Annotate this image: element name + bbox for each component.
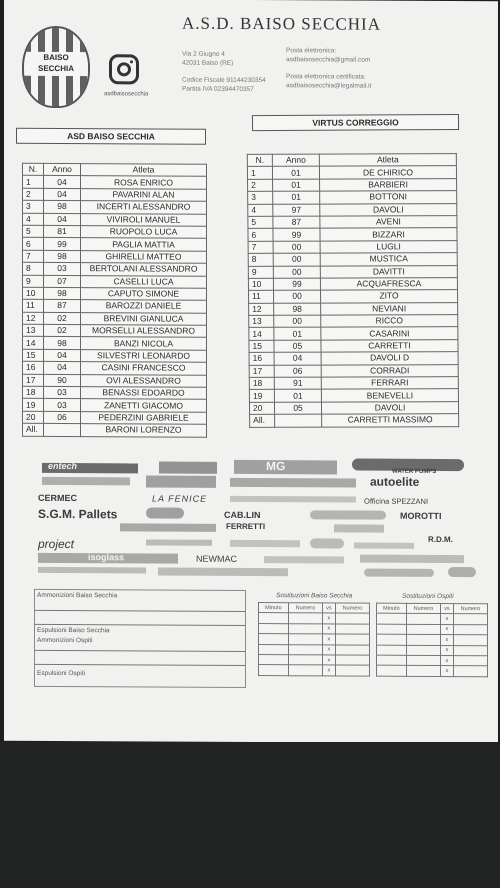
player-name: PAVARINI ALAN (81, 188, 207, 201)
player-year: 05 (274, 402, 321, 415)
player-year: 98 (44, 201, 81, 214)
player-row (23, 262, 207, 275)
player-number: 16 (23, 362, 44, 375)
header-anno: Anno (44, 163, 81, 176)
subs-vs-mark: x (322, 644, 335, 654)
player-row (249, 364, 458, 377)
player-number: 6 (248, 229, 273, 241)
player-number: 17 (249, 365, 274, 377)
sponsor-logo: autoelite (370, 474, 420, 489)
subs-cell (259, 634, 289, 645)
player-name: BAROZZI DANIELE (81, 300, 207, 313)
player-year: 01 (273, 191, 320, 204)
player-name: INCERTI ALESSANDRO (81, 201, 207, 214)
subs-cell (377, 655, 407, 666)
espulsioni-away-label: Espulsioni Ospiti (37, 669, 86, 678)
subs-row (259, 654, 370, 665)
subs-cell (259, 644, 289, 655)
player-year: 04 (44, 362, 81, 375)
sponsor-logo: MG (266, 459, 286, 474)
player-row (23, 349, 207, 362)
player-row (23, 386, 207, 399)
player-row (248, 278, 457, 291)
player-row (23, 287, 207, 300)
player-name: CORRADI (321, 364, 458, 377)
sponsor-logo: LA FENICE (152, 493, 208, 504)
player-name: CASARINI (321, 327, 458, 340)
player-name: BERTOLANI ALESSANDRO (81, 263, 207, 276)
player-row (249, 389, 458, 402)
ammonizioni-home-label: Ammonizioni Baiso Secchia (37, 591, 118, 600)
subs-cell (406, 645, 440, 656)
player-number: 19 (249, 390, 274, 402)
home-roster-table (22, 163, 207, 438)
sponsor-logo: entech (48, 460, 78, 472)
player-number: 18 (23, 386, 44, 399)
subs-vs-mark: x (440, 655, 453, 665)
player-name: BREVINI GIANLUCA (81, 312, 207, 325)
player-row (247, 166, 456, 179)
player-name: MUSTICA (320, 253, 457, 266)
subs-cell (335, 645, 369, 656)
subs-row (377, 645, 488, 656)
subs-cell (288, 644, 322, 655)
player-row (23, 176, 207, 189)
logo-text-2: SECCHIA (37, 63, 74, 74)
header-n: N. (247, 154, 272, 166)
away-subs-table (376, 603, 488, 677)
subs-cell (288, 634, 322, 645)
player-row (23, 238, 207, 251)
player-name: BIZZARI (320, 228, 457, 241)
player-number: 7 (23, 250, 44, 263)
subs-cell (288, 655, 322, 666)
player-year: 04 (44, 349, 81, 362)
player-number: 2 (23, 188, 44, 201)
subs-cell (288, 613, 322, 624)
player-row (23, 411, 207, 424)
subs-header: Numero (288, 603, 322, 614)
player-row (23, 300, 207, 313)
subs-header: vs (322, 603, 335, 613)
player-number: 11 (249, 291, 274, 303)
subs-vs-mark: x (322, 634, 335, 644)
player-number: 4 (23, 213, 44, 226)
subs-vs-mark: x (322, 665, 335, 675)
player-row (249, 352, 458, 365)
player-number: 20 (23, 411, 44, 424)
player-name: BARBIERI (320, 178, 457, 191)
player-number: 14 (249, 328, 274, 340)
player-year: 99 (44, 238, 81, 251)
logo-text-1: BAISO (43, 52, 69, 63)
player-year: 07 (44, 275, 81, 288)
sponsor-logo: project (38, 536, 75, 552)
player-name: CARRETTI (321, 340, 458, 353)
player-year: 00 (273, 266, 320, 279)
player-number: 3 (23, 200, 44, 213)
subs-cell (377, 624, 407, 635)
player-number: 13 (23, 324, 44, 337)
player-year: 01 (274, 390, 321, 403)
page-title: A.S.D. BAISO SECCHIA (182, 13, 381, 34)
player-year: 03 (44, 386, 81, 399)
address-block: Via 2 Giugno 4 42031 Baiso (RE) Codice Fiscale 91144230354 Partita IVA 02394470357 (182, 50, 266, 94)
player-number: 17 (23, 374, 44, 387)
subs-cell (377, 614, 407, 625)
sponsor-logo: CERMEC (38, 492, 78, 504)
player-year: 03 (44, 399, 81, 412)
sponsor-logo: WATER PUMPS (392, 468, 437, 475)
player-year: 05 (274, 340, 321, 353)
subs-cell (406, 666, 440, 677)
player-year: 90 (44, 374, 81, 387)
subs-cell (288, 623, 322, 634)
player-name: CAPUTO SIMONE (81, 288, 207, 301)
player-year: 99 (273, 278, 320, 291)
subs-cell (406, 634, 440, 645)
subs-vs-mark: x (440, 635, 453, 645)
player-row (249, 315, 458, 328)
subs-header-row (377, 603, 488, 614)
subs-cell (335, 613, 369, 624)
player-number: 1 (23, 176, 44, 189)
player-number: 2 (248, 179, 273, 191)
player-row (248, 178, 457, 191)
sponsor-logo: CAB.LIN (224, 509, 261, 521)
subs-row (377, 666, 488, 677)
player-name: BOTTONI (320, 191, 457, 204)
player-year: 00 (273, 241, 320, 254)
subs-cell (259, 623, 289, 634)
header-atleta: Atleta (319, 154, 456, 167)
player-name: OVI ALESSANDRO (81, 374, 207, 387)
player-year: 03 (44, 263, 81, 276)
coach-label: All. (250, 415, 275, 427)
player-number: 16 (249, 353, 274, 365)
subs-header: Numero (406, 603, 440, 614)
sponsor-logo: NEWMAC (196, 553, 237, 564)
subs-header: Numero (453, 604, 487, 615)
away-subs-title: Sostituzioni Ospiti (402, 592, 454, 601)
away-roster-table (247, 153, 459, 427)
header-n: N. (23, 163, 44, 176)
home-team-name: ASD BAISO SECCHIA (16, 128, 206, 145)
subs-row (259, 623, 370, 634)
player-name: BANZI NICOLA (81, 337, 207, 350)
player-name: BENASSI EDOARDO (81, 387, 207, 400)
player-number: 3 (248, 191, 273, 203)
player-row (249, 290, 458, 303)
player-year: 02 (44, 312, 81, 325)
subs-row (377, 614, 488, 625)
player-number: 1 (247, 167, 272, 179)
player-year: 06 (44, 411, 81, 424)
player-name: ZANETTI GIACOMO (81, 399, 207, 412)
subs-row (259, 644, 370, 655)
player-row (23, 362, 207, 375)
sponsor-logo: S.G.M. Pallets (38, 506, 118, 522)
player-number: 10 (248, 278, 273, 290)
sponsor-logo: MOROTTI (400, 510, 442, 521)
subs-cell (259, 654, 289, 665)
player-name: GHIRELLI MATTEO (81, 250, 207, 263)
player-number: 11 (23, 300, 44, 313)
match-sheet (4, 0, 498, 743)
subs-cell (453, 656, 487, 667)
subs-cell (259, 613, 289, 624)
player-name: FERRARI (321, 377, 458, 390)
player-name: DE CHIRICO (319, 166, 456, 179)
player-number: 14 (23, 337, 44, 350)
club-logo (22, 26, 90, 108)
subs-row (259, 634, 370, 645)
subs-cell (288, 665, 322, 676)
player-name: RUOPOLO LUCA (81, 226, 207, 239)
player-row (248, 253, 457, 266)
player-number: 6 (23, 238, 44, 251)
home-coach: BARONI LORENZO (81, 424, 207, 437)
ammonizioni-away-label: Ammonizioni Ospiti (37, 636, 93, 645)
player-name: BENEVELLI (321, 389, 458, 402)
subs-vs-mark: x (440, 624, 453, 634)
player-name: DAVOLI (321, 401, 458, 414)
home-subs-title: Sostituzioni Baiso Secchia (276, 592, 353, 600)
player-year: 01 (273, 179, 320, 192)
sponsor-logo: FERRETTI (226, 521, 266, 532)
player-name: LUGLI (320, 240, 457, 253)
player-year: 01 (274, 328, 321, 341)
player-year: 02 (44, 324, 81, 337)
player-number: 13 (249, 315, 274, 327)
subs-vs-mark: x (440, 614, 453, 624)
player-year: 98 (44, 337, 81, 350)
subs-cell (406, 614, 440, 625)
player-year: 87 (44, 300, 81, 313)
player-row (249, 340, 458, 353)
player-name: AVENI (320, 216, 457, 229)
header-anno: Anno (272, 154, 319, 167)
subs-header: vs (440, 603, 453, 613)
player-row (23, 324, 207, 337)
player-row (23, 213, 207, 226)
subs-row (377, 655, 488, 666)
instagram-icon (109, 54, 139, 84)
player-row (248, 228, 457, 241)
player-row (248, 203, 457, 216)
player-row (249, 401, 458, 414)
subs-header: Minuto (377, 603, 407, 614)
player-name: DAVOLI D (321, 352, 458, 365)
player-row (23, 312, 207, 325)
player-name: CASINI FRANCESCO (81, 362, 207, 375)
player-number: 9 (248, 266, 273, 278)
player-number: 5 (23, 225, 44, 238)
player-number: 8 (248, 253, 273, 265)
player-number: 8 (23, 262, 44, 275)
away-team-name: VIRTUS CORREGGIO (252, 114, 459, 131)
player-row (23, 200, 207, 213)
player-year: 97 (273, 204, 320, 217)
player-name: RICCO (321, 315, 458, 328)
player-name: MORSELLI ALESSANDRO (81, 325, 207, 338)
player-number: 18 (249, 377, 274, 389)
player-name: DAVOLI (320, 203, 457, 216)
player-year: 04 (274, 352, 321, 365)
player-name: SILVESTRI LEONARDO (81, 349, 207, 362)
subs-cell (453, 624, 487, 635)
player-row (249, 377, 458, 390)
subs-cell (377, 666, 407, 677)
subs-row (259, 665, 370, 676)
player-year: 04 (44, 188, 81, 201)
subs-header: Numero (335, 603, 369, 614)
player-row (23, 250, 207, 263)
subs-cell (453, 666, 487, 677)
subs-row (259, 613, 370, 624)
player-row (248, 240, 457, 253)
player-year: 00 (274, 290, 321, 303)
player-name: PEDERZINI GABRIELE (81, 411, 207, 424)
player-year: 00 (274, 315, 321, 328)
player-row (248, 265, 457, 278)
player-year: 91 (274, 377, 321, 390)
player-year: 98 (274, 303, 321, 316)
home-subs-table (258, 602, 370, 676)
player-number: 9 (23, 275, 44, 288)
player-number: 12 (23, 312, 44, 325)
player-number: 15 (249, 340, 274, 352)
player-row (248, 191, 457, 204)
player-year: 98 (44, 287, 81, 300)
player-row (23, 275, 207, 288)
player-row (23, 188, 207, 201)
player-number: 10 (23, 287, 44, 300)
player-row (248, 216, 457, 229)
subs-vs-mark: x (322, 655, 335, 665)
subs-header: Minuto (259, 603, 289, 614)
away-coach: CARRETTI MASSIMO (322, 414, 459, 427)
player-name: ACQUAFRESCA (320, 278, 457, 291)
player-name: PAGLIA MATTIA (81, 238, 207, 251)
player-name: VIVIROLI MANUEL (81, 213, 207, 226)
player-number: 7 (248, 241, 273, 253)
player-row (23, 399, 207, 412)
subs-cell (377, 634, 407, 645)
player-row (249, 302, 458, 315)
player-name: NEVIANI (321, 302, 458, 315)
email-block: Posta elettronica: asdbaisosecchia@gmail.com Posta elettronica certificata: asdbaisosecchia@legalmail.it (286, 47, 372, 90)
subs-cell (453, 614, 487, 625)
player-year: 04 (44, 176, 81, 189)
home-coach-row (23, 424, 207, 437)
subs-vs-mark: x (322, 613, 335, 623)
player-number: 5 (248, 216, 273, 228)
player-row (249, 327, 458, 340)
player-name: DAVITTI (320, 265, 457, 278)
player-row (23, 374, 207, 387)
subs-cell (377, 645, 407, 656)
sponsor-logo: R.D.M. (428, 534, 453, 545)
player-name: ZITO (321, 290, 458, 303)
subs-cell (453, 645, 487, 656)
sponsor-logo: isoglass (88, 552, 125, 563)
subs-cell (335, 634, 369, 645)
espulsioni-home-label: Espulsioni Baiso Secchia (37, 626, 110, 635)
subs-cell (335, 665, 369, 676)
subs-cell (406, 655, 440, 666)
subs-cell (335, 624, 369, 635)
subs-cell (335, 655, 369, 666)
coach-label: All. (23, 424, 44, 437)
player-row (23, 337, 207, 350)
instagram-handle: asdbaisosecchia (104, 91, 149, 98)
away-coach-row (250, 414, 459, 427)
subs-header-row (259, 603, 370, 614)
player-number: 15 (23, 349, 44, 362)
discipline-notes (34, 589, 246, 688)
player-year: 87 (273, 216, 320, 229)
subs-cell (453, 635, 487, 646)
subs-row (377, 624, 488, 635)
subs-vs-mark: x (322, 624, 335, 634)
player-year: 06 (274, 365, 321, 378)
player-year: 01 (272, 167, 319, 180)
subs-vs-mark: x (440, 645, 453, 655)
subs-row (377, 634, 488, 645)
player-year: 04 (44, 213, 81, 226)
player-year: 00 (273, 253, 320, 266)
player-number: 19 (23, 399, 44, 412)
subs-cell (259, 665, 289, 676)
subs-vs-mark: x (440, 666, 453, 676)
player-number: 12 (249, 303, 274, 315)
sponsor-area (34, 457, 484, 584)
player-name: ROSA ENRICO (81, 176, 207, 189)
player-year: 99 (273, 228, 320, 241)
player-year: 81 (44, 225, 81, 238)
sponsor-logo: Officina SPEZZANI (364, 496, 429, 506)
subs-cell (406, 624, 440, 635)
player-number: 20 (249, 402, 274, 414)
player-year: 98 (44, 250, 81, 263)
header-atleta: Atleta (81, 164, 207, 177)
player-number: 4 (248, 204, 273, 216)
table-surface (0, 742, 500, 888)
player-name: CASELLI LUCA (81, 275, 207, 288)
player-row (23, 225, 207, 238)
